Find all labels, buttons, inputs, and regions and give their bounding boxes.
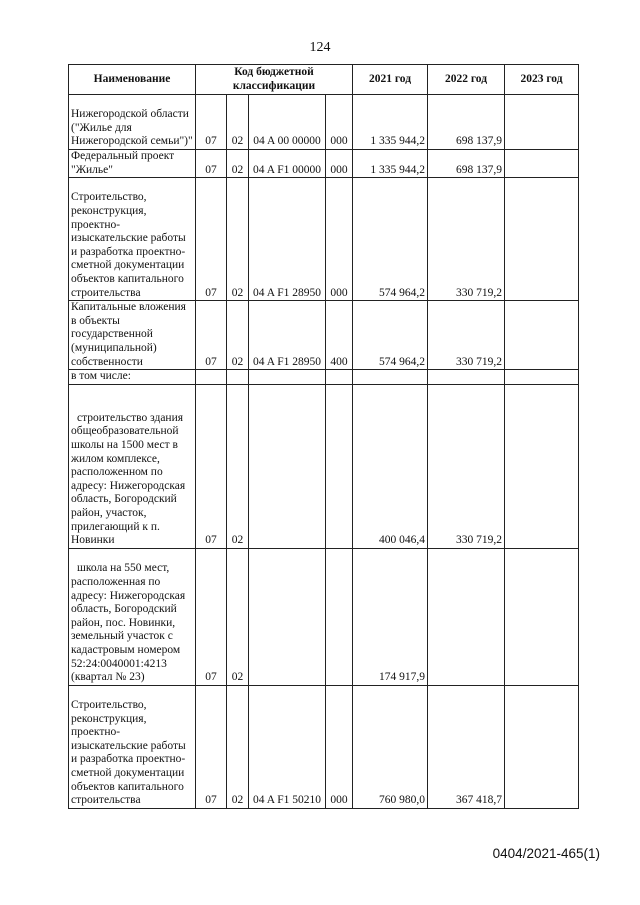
table-row [69, 384, 579, 548]
table-row [69, 178, 579, 301]
row-target-article [249, 384, 326, 548]
header-row [69, 65, 579, 95]
row-section [196, 370, 227, 385]
row-name: Капитальные вложения в объекты государственной (муниципальной) собственности [69, 301, 196, 370]
row-value-2022: 330 719,2 [428, 178, 505, 301]
row-subsection: 02 [227, 150, 249, 178]
document-code: 0404/2021-465(1) [492, 846, 600, 861]
row-target-article: 04 A F1 28950 [249, 301, 326, 370]
header-code: Код бюджетной классификации [196, 65, 353, 95]
row-section: 07 [196, 685, 227, 808]
row-name: Федеральный проект "Жилье" [69, 150, 196, 178]
table-row [69, 150, 579, 178]
row-value-2021: 760 980,0 [353, 685, 428, 808]
page-number: 124 [309, 40, 331, 55]
row-target-article [249, 548, 326, 685]
table-row [69, 685, 579, 808]
header-2021: 2021 год [353, 65, 428, 95]
budget-table [68, 64, 579, 809]
row-section: 07 [196, 548, 227, 685]
row-value-2022: 698 137,9 [428, 150, 505, 178]
row-subsection: 02 [227, 301, 249, 370]
row-section: 07 [196, 384, 227, 548]
row-name: школа на 550 мест, расположенная по адресу: Нижегородская область, Богородский район, пос. Новинки, земельный участок с кадастровым номером 52:24:0040001:4213 (квартал № 23) [69, 548, 196, 685]
row-value-2023 [505, 685, 579, 808]
row-value-2023 [505, 370, 579, 385]
row-section: 07 [196, 150, 227, 178]
row-value-2022: 698 137,9 [428, 95, 505, 150]
row-expense-type: 000 [326, 150, 353, 178]
row-value-2023 [505, 301, 579, 370]
table-row [69, 370, 579, 385]
row-value-2022 [428, 370, 505, 385]
row-expense-type: 000 [326, 95, 353, 150]
row-value-2021: 174 917,9 [353, 548, 428, 685]
row-name: в том числе: [69, 370, 196, 385]
row-value-2021: 574 964,2 [353, 301, 428, 370]
table-row [69, 95, 579, 150]
row-expense-type [326, 370, 353, 385]
row-value-2022: 367 418,7 [428, 685, 505, 808]
row-value-2023 [505, 384, 579, 548]
row-name: строительство здания общеобразовательной школы на 1500 мест в жилом комплексе, расположенном по адресу: Нижегородская область, Богородский район, участок, прилегающий к п. Новинки [69, 384, 196, 548]
row-subsection: 02 [227, 548, 249, 685]
row-value-2022 [428, 548, 505, 685]
row-expense-type: 000 [326, 178, 353, 301]
row-value-2022: 330 719,2 [428, 384, 505, 548]
row-expense-type: 000 [326, 685, 353, 808]
row-name: Нижегородской области ("Жилье для Нижегородской семьи")" [69, 95, 196, 150]
row-value-2023 [505, 548, 579, 685]
row-section: 07 [196, 301, 227, 370]
row-target-article: 04 A F1 00000 [249, 150, 326, 178]
row-expense-type: 400 [326, 301, 353, 370]
row-section: 07 [196, 178, 227, 301]
row-name: Строительство, реконструкция, проектно-изыскательские работы и разработка проектно-сметной документации объектов капитального строительства [69, 178, 196, 301]
row-target-article [249, 370, 326, 385]
row-subsection: 02 [227, 178, 249, 301]
row-target-article: 04 A F1 28950 [249, 178, 326, 301]
header-2022: 2022 год [428, 65, 505, 95]
row-value-2021: 1 335 944,2 [353, 95, 428, 150]
row-value-2023 [505, 178, 579, 301]
row-value-2021: 400 046,4 [353, 384, 428, 548]
row-value-2023 [505, 150, 579, 178]
row-target-article: 04 A 00 00000 [249, 95, 326, 150]
table-row [69, 301, 579, 370]
row-section: 07 [196, 95, 227, 150]
header-name: Наименование [69, 65, 196, 95]
row-expense-type [326, 384, 353, 548]
row-expense-type [326, 548, 353, 685]
row-value-2021: 1 335 944,2 [353, 150, 428, 178]
row-subsection: 02 [227, 685, 249, 808]
row-value-2023 [505, 95, 579, 150]
row-subsection [227, 370, 249, 385]
row-value-2022: 330 719,2 [428, 301, 505, 370]
row-name: Строительство, реконструкция, проектно-изыскательские работы и разработка проектно-сметной документации объектов капитального строительства [69, 685, 196, 808]
header-2023: 2023 год [505, 65, 579, 95]
row-value-2021 [353, 370, 428, 385]
table-row [69, 548, 579, 685]
row-subsection: 02 [227, 95, 249, 150]
row-value-2021: 574 964,2 [353, 178, 428, 301]
row-subsection: 02 [227, 384, 249, 548]
row-target-article: 04 A F1 50210 [249, 685, 326, 808]
